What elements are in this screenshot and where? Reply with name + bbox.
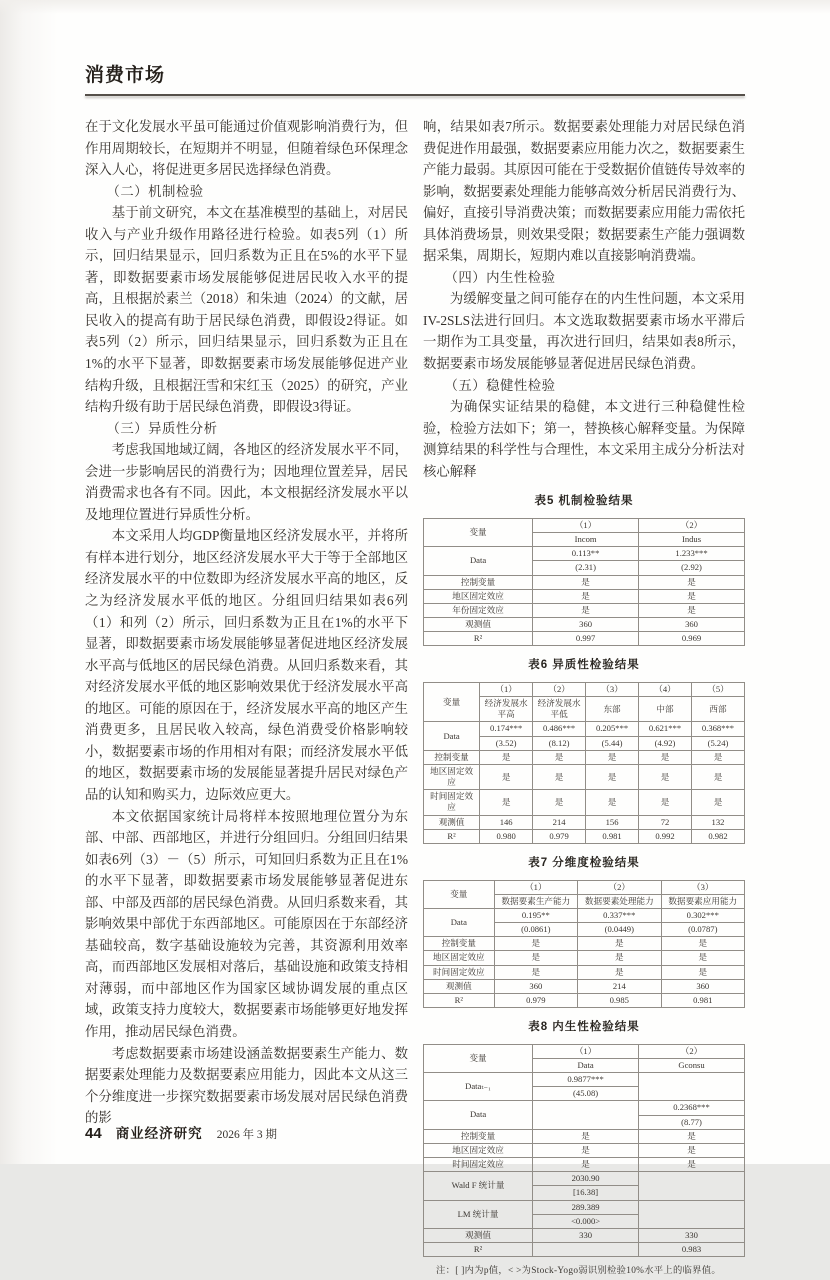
table-cell: 0.195** [494, 908, 577, 922]
table-cell: 0.980 [480, 829, 533, 843]
table-cell: Data [424, 722, 480, 750]
results-table [423, 880, 745, 1009]
table-cell: 时间固定效应 [424, 790, 480, 815]
table-cell: 时间固定效应 [424, 1158, 533, 1172]
body-paragraph: 考虑数据要素市场建设涵盖数据要素生产能力、数据要素处理能力及数据要素应用能力，因此本文从这三个分维度进一步探究数据要素市场发展对居民绿色消费的影 [85, 1045, 408, 1126]
table-cell: 时间固定效应 [424, 965, 495, 979]
table-cell: （4） [639, 682, 692, 696]
table-cell: 是 [533, 750, 586, 764]
table-cell: 0.2368*** [639, 1101, 745, 1115]
sub-heading: （五）稳健性检验 [444, 377, 556, 393]
table-cell: [16.38] [533, 1186, 639, 1200]
table-cell: 0.983 [639, 1243, 745, 1257]
table-cell: 变量 [424, 682, 480, 722]
table-cell: 是 [494, 965, 577, 979]
table-cell: 是 [578, 951, 661, 965]
table-cell: 是 [586, 750, 639, 764]
table-cell: 变量 [424, 518, 533, 546]
table-cell: 是 [533, 1158, 639, 1172]
table-cell: 0.997 [533, 632, 639, 646]
table-cell: 地区固定效应 [424, 1143, 533, 1157]
table-cell: 是 [533, 1143, 639, 1157]
table-cell: 数据要素应用能力 [661, 894, 744, 908]
table-cell: （2） [578, 880, 661, 894]
table-cell: <0.000> [533, 1214, 639, 1228]
table-cell: 0.302*** [661, 908, 744, 922]
table-cell: 330 [639, 1228, 745, 1242]
table-cell: 是 [533, 764, 586, 789]
table-cell: 地区固定效应 [424, 589, 533, 603]
table-cell: 控制变量 [424, 937, 495, 951]
table-cell: 0.982 [691, 829, 744, 843]
table-cell: (2.92) [639, 561, 745, 575]
table-cell: 是 [578, 937, 661, 951]
table-cell: 330 [533, 1228, 639, 1242]
table-cell: 0.981 [661, 993, 744, 1007]
table-cell: 是 [578, 965, 661, 979]
table-cell: 控制变量 [424, 1129, 533, 1143]
table7-caption: 表7 分维度检验结果 [528, 857, 640, 869]
table-cell: 是 [639, 603, 745, 617]
results-table [423, 1044, 745, 1258]
table-cell: Data [424, 1101, 533, 1129]
table-cell: 0.985 [578, 993, 661, 1007]
table-cell: Wald F 统计量 [424, 1172, 533, 1200]
table-cell: 360 [661, 979, 744, 993]
table-cell: 变量 [424, 880, 495, 908]
table-cell: 2030.90 [533, 1172, 639, 1186]
table-cell: 0.337*** [578, 908, 661, 922]
table-cell: 0.621*** [639, 722, 692, 736]
table-cell: 是 [691, 790, 744, 815]
table-cell: 0.979 [533, 829, 586, 843]
body-paragraph: 本文采用人均GDP衡量地区经济发展水平，并将所有样本进行划分，地区经济发展水平大于等于全部地区经济发展水平的中位数即为经济发展水平高的地区，反之为经济发展水平低的地区。分组回归结果如表6列（1）和列（2）所示，回归系数为正且在1%的水平下显著，即数据要素市场发展能够显著促进地区经济发展水平高与低地区的居民绿色消费。从回归系数来看，其对经济发展水平低的地区影响效果优于经济发展水平高的地区。可能的原因在于，经济发展水平高的地区产生消费更多，且居民收入较高，绿色消费受价格影响较小，数据要素市场的作用相对有限；而经济发展水平低的地区，数据要素市场的发展能显著提升居民对绿色产品的认知和购买力，边际效应更大。 [85, 528, 408, 802]
right-column [423, 116, 745, 1280]
table-cell: 214 [578, 979, 661, 993]
table-cell: 0.9877*** [533, 1072, 639, 1086]
table-cell: 是 [661, 965, 744, 979]
table-cell: R² [424, 632, 533, 646]
table-cell: 是 [639, 1158, 745, 1172]
table-cell: 是 [533, 575, 639, 589]
table-cell: 72 [639, 815, 692, 829]
table-cell: R² [424, 993, 495, 1007]
journal-name: 商业经济研究 [115, 1126, 203, 1141]
table-cell: （1） [480, 682, 533, 696]
sub-heading: （三）异质性分析 [106, 420, 218, 436]
table-cell [533, 1101, 639, 1129]
table-cell: 0.969 [639, 632, 745, 646]
table-cell: R² [424, 1243, 533, 1257]
table-cell: （1） [494, 880, 577, 894]
table-cell: 0.981 [586, 829, 639, 843]
table-cell: (5.44) [586, 736, 639, 750]
table-cell: (8.77) [639, 1115, 745, 1129]
left-column [85, 116, 408, 1129]
table-cell: (2.31) [533, 561, 639, 575]
table5-block [423, 491, 745, 646]
table-cell: R² [424, 829, 480, 843]
table-cell: （2） [533, 682, 586, 696]
table-cell: 0.205*** [586, 722, 639, 736]
table-cell: 观测值 [424, 815, 480, 829]
table-cell: （2） [639, 1044, 745, 1058]
table-cell: （2） [639, 518, 745, 532]
table-cell: (5.24) [691, 736, 744, 750]
table-cell: 是 [639, 1143, 745, 1157]
table8-block [423, 1017, 745, 1257]
table5-mechanism-results [423, 518, 745, 647]
table-cell: 是 [661, 951, 744, 965]
body-paragraph: 为缓解变量之间可能存在的内生性问题，本文采用IV-2SLS法进行回归。本文选取数据要素市场水平滞后一期作为工具变量，再次进行回归，结果如表8所示，数据要素市场发展能够显著促进居民绿色消费。 [423, 291, 745, 372]
table-cell: 是 [494, 937, 577, 951]
table-cell: 214 [533, 815, 586, 829]
sub-heading: （四）内生性检验 [444, 269, 556, 285]
table-cell: (3.52) [480, 736, 533, 750]
table-cell: Dataₜ₋₁ [424, 1072, 533, 1100]
table-cell: 132 [691, 815, 744, 829]
table-cell: Data [533, 1058, 639, 1072]
table-cell: 控制变量 [424, 575, 533, 589]
right-column-text [423, 116, 745, 482]
table-cell: 中部 [639, 697, 692, 722]
table-cell: 是 [639, 750, 692, 764]
table-cell: 是 [480, 790, 533, 815]
table-cell: 是 [661, 937, 744, 951]
table-cell: LM 统计量 [424, 1200, 533, 1228]
table8-caption: 表8 内生性检验结果 [528, 1021, 640, 1034]
table-cell: Data [424, 908, 495, 936]
table-cell: 是 [533, 603, 639, 617]
table-cell: 是 [639, 1129, 745, 1143]
table-cell: 变量 [424, 1044, 533, 1072]
sub-heading: （二）机制检验 [106, 183, 204, 199]
table-cell: （3） [661, 880, 744, 894]
table-cell: 0.486*** [533, 722, 586, 736]
results-table [423, 682, 745, 844]
table-cell: 是 [691, 764, 744, 789]
table-cell: 146 [480, 815, 533, 829]
table-cell [639, 1172, 745, 1200]
table-cell: (4.92) [639, 736, 692, 750]
table-cell: 是 [639, 790, 692, 815]
table-cell: 控制变量 [424, 750, 480, 764]
table-cell: 是 [494, 951, 577, 965]
body-paragraph: 为确保实证结果的稳健，本文进行三种稳健性检验，检验方法如下；第一，替换核心解释变量。为保障测算结果的科学性与合理性，本文采用主成分分析法对核心解释 [423, 399, 745, 479]
table6-caption: 表6 异质性检验结果 [528, 659, 640, 672]
results-table [423, 518, 745, 647]
body-paragraph: 本文依据国家统计局将样本按照地理位置分为东部、中部、西部地区，并进行分组回归。分组回归结果如表6列（3）－（5）所示，可知回归系数为正且在1%的水平下显著，即数据要素市场发展能够显著促进东部、中部及西部的居民绿色消费。从回归系数来看，其影响效果中部优于东西部地区。可能原因在于东部经济基础较高，数字基础设施较为完善，其资源利用效率高，而西部地区发展相对落后，基础设施和政策支持相对薄弱，而中部地区作为国家区域协调发展的重点区域，政策支持力度较大，数据要素市场能够更好地发挥作用，推动居民绿色消费。 [85, 808, 408, 1039]
table-cell: (0.0787) [661, 923, 744, 937]
body-paragraph: 在于文化发展水平虽可能通过价值观影响消费行为，但作用周期较长，在短期并不明显，但随着绿色环保理念深入人心，将促进更多居民选择绿色消费。 [85, 119, 408, 178]
issue-label: 2026 年 3 期 [216, 1129, 278, 1141]
table-note: 注：[ ]内为p值，< >为Stock-Yogo弱识别检验10%水平上的临界值。 [436, 1266, 721, 1277]
table-cell: 是 [480, 750, 533, 764]
table-cell: 观测值 [424, 618, 533, 632]
table-cell: 是 [639, 589, 745, 603]
header-rule [85, 94, 745, 96]
table-cell: 西部 [691, 697, 744, 722]
table-cell: Indus [639, 533, 745, 547]
table-cell: 经济发展水平低 [533, 697, 586, 722]
table-cell: 地区固定效应 [424, 764, 480, 789]
table-cell: 年份固定效应 [424, 603, 533, 617]
table5-caption: 表5 机制检验结果 [534, 495, 634, 508]
table-cell: 0.174*** [480, 722, 533, 736]
table-cell: 是 [586, 790, 639, 815]
table-cell: 是 [533, 589, 639, 603]
table-cell: 是 [639, 575, 745, 589]
table-cell: 360 [639, 618, 745, 632]
table7-block [423, 853, 745, 1008]
table-cell: 经济发展水平高 [480, 697, 533, 722]
table6-heterogeneity-results [423, 682, 745, 844]
table-cell: 0.979 [494, 993, 577, 1007]
table-cell: 是 [533, 1129, 639, 1143]
table-cell: 360 [494, 979, 577, 993]
table6-block [423, 655, 745, 844]
table-cell: Gconsu [639, 1058, 745, 1072]
table7-dimension-results [423, 880, 745, 1009]
table-cell: (0.0449) [578, 923, 661, 937]
table-cell: 0.992 [639, 829, 692, 843]
table-cell [533, 1243, 639, 1257]
table-cell: 1.233*** [639, 547, 745, 561]
table-cell: （1） [533, 518, 639, 532]
page-footer [85, 1122, 277, 1142]
table-cell [639, 1072, 745, 1100]
table-cell: 观测值 [424, 979, 495, 993]
table-cell: (45.08) [533, 1087, 639, 1101]
table-cell: 360 [533, 618, 639, 632]
table-cell: Incom [533, 533, 639, 547]
table-cell [639, 1200, 745, 1228]
table-cell: 是 [691, 750, 744, 764]
table-cell: 是 [480, 764, 533, 789]
table-cell: 数据要素生产能力 [494, 894, 577, 908]
table-cell: 东部 [586, 697, 639, 722]
body-paragraph: 考虑我国地域辽阔，各地区的经济发展水平不同，会进一步影响居民的消费行为；因地理位置差异，居民消费需求也各有不同。因此，本文根据经济发展水平以及地理位置进行异质性分析。 [85, 442, 408, 522]
table-cell: 0.368*** [691, 722, 744, 736]
table-cell: 数据要素处理能力 [578, 894, 661, 908]
table-cell: （5） [691, 682, 744, 696]
table-cell: Data [424, 547, 533, 575]
section-header: 消费市场 [85, 65, 166, 86]
table-cell: 是 [639, 764, 692, 789]
table-cell: 是 [533, 790, 586, 815]
table-cell: 289.389 [533, 1200, 639, 1214]
table-cell: （1） [533, 1044, 639, 1058]
table-cell: 156 [586, 815, 639, 829]
table-cell: (8.12) [533, 736, 586, 750]
body-paragraph: 基于前文研究，本文在基准模型的基础上，对居民收入与产业升级作用路径进行检验。如表5列（1）所示，回归结果显示，回归系数为正且在5%的水平下显著，即数据要素市场发展能够促进居民收入水平的提高，且根据於素兰（2018）和朱迪（2024）的文献，居民收入的提高有助于居民绿色消费，即假设2得证。如表5列（2）所示，回归结果显示，回归系数为正且在1%的水平下显著，即数据要素市场发展能够促进产业结构升级，且根据汪雪和宋红玉（2025）的研究，产业结构升级有助于居民绿色消费，即假设3得证。 [85, 205, 408, 415]
table-cell: 地区固定效应 [424, 951, 495, 965]
table-cell: (0.0861) [494, 923, 577, 937]
page-number: 44 [85, 1125, 102, 1142]
table-cell: 是 [586, 764, 639, 789]
table8-endogeneity-results [423, 1044, 745, 1258]
table-cell: （3） [586, 682, 639, 696]
table-cell: 观测值 [424, 1228, 533, 1242]
table-cell: 0.113** [533, 547, 639, 561]
body-paragraph: 响，结果如表7所示。数据要素处理能力对居民绿色消费促进作用最强，数据要素应用能力次之，数据要素生产能力最弱。其原因可能在于受数据价值链传导效率的影响，数据要素处理能力能够高效分析居民消费行为、偏好，直接引导消费决策；而数据要素应用能力需依托具体消费场景，则效果受限；数据要素生产能力强调数据采集，周期长，短期内难以直接影响消费端。 [423, 119, 745, 264]
